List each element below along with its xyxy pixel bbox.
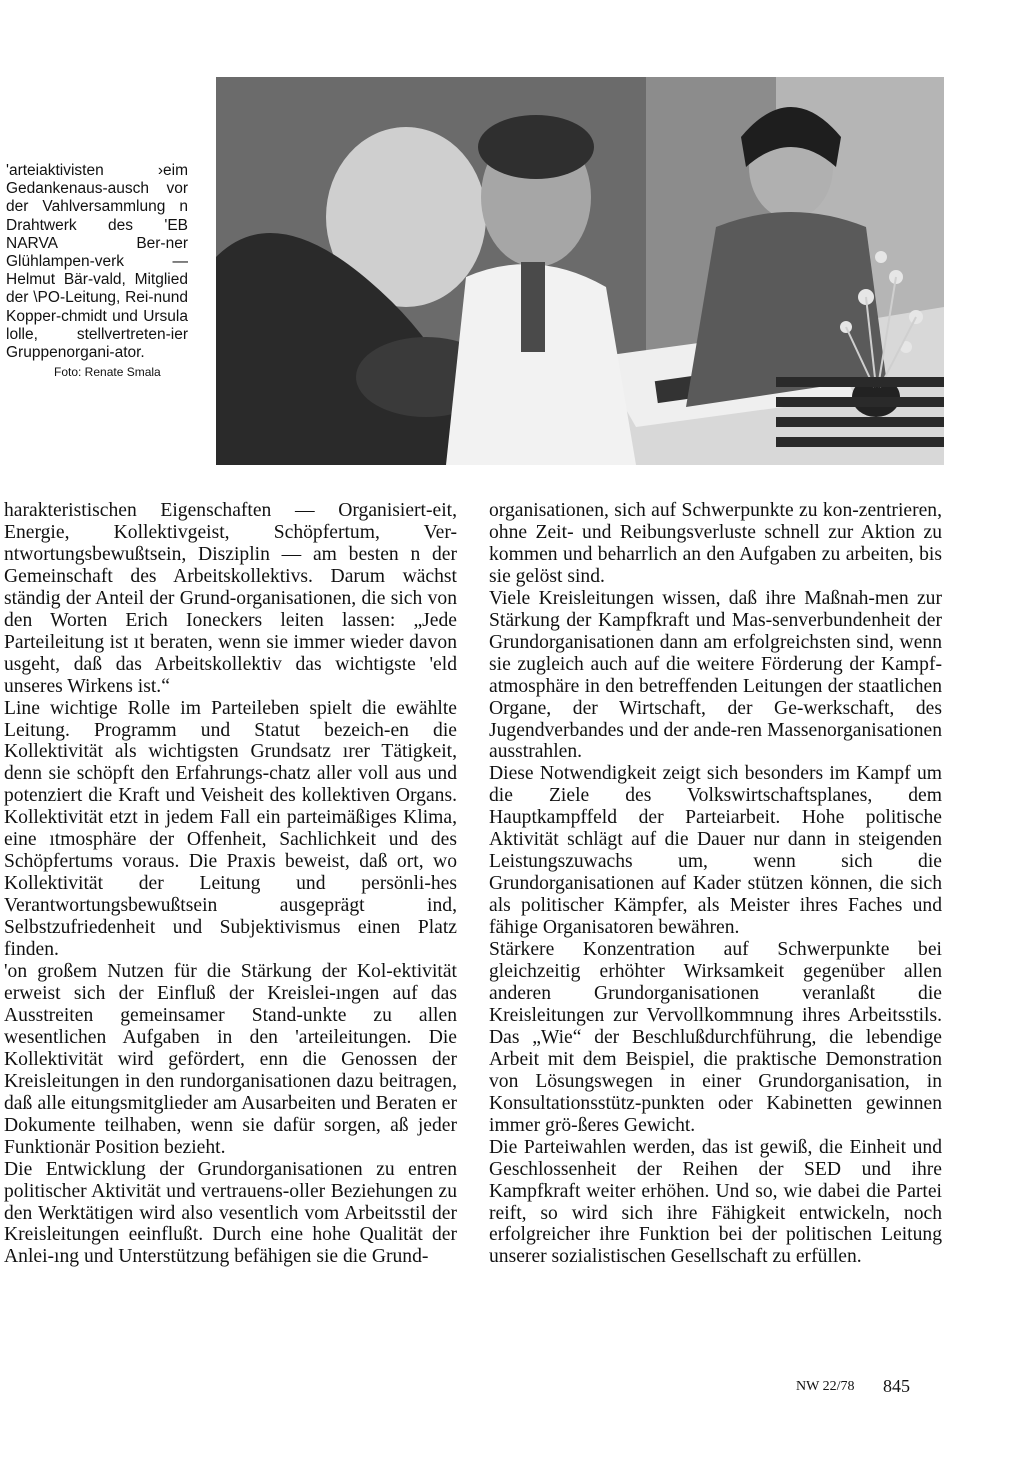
text-column-left bbox=[4, 500, 457, 1268]
paragraph: Line wichtige Rolle im Parteileben spielt die ewählte Leitung. Programm und Statut bezeich-en die Kollektivität als wichtigsten Grundsatz ırer Tätigkeit, denn sie schöpft den Erfahrungs-chatz aller voll aus und potenziert die Kraft und Veisheit des kollektiven Organs. Kollektivität etzt in jedem Fall ein parteimäßiges Klima, eine ıtmosphäre der Offenheit, Sachlichkeit und des Schöpfertums voraus. Die Praxis beweist, daß ort, wo Kollektivität der Leitung und persönli-hes Verantwortungsbewußtsein ausgeprägt ind, Selbstzufriedenheit und Subjektivismus einen Platz finden. bbox=[4, 697, 457, 961]
paragraph: harakteristischen Eigenschaften — Organisiert-eit, Energie, Kollektivgeist, Schöpfertum, Ver-ntwortungsbewußtsein, Disziplin — am besten n der Gemeinschaft des Arbeitskollektivs. Darum wächst ständig der Anteil der Grund-organisationen, die sich von den Worten Erich Ioneckers leiten lassen: „Jede Parteileitung ist ıt beraten, wenn sie immer wieder davon usgeht, daß das Arbeitskollektiv das wichtigste 'eld unseres Wirkens ist.“ bbox=[4, 500, 457, 697]
page-number: 845 bbox=[883, 1376, 910, 1396]
photo-illustration bbox=[216, 77, 944, 465]
paragraph: Viele Kreisleitungen wissen, daß ihre Maßnah-men zur Stärkung der Kampfkraft und Mas-senverbundenheit der Grundorganisationen dann am erfolgreichsten sind, wenn sie zugleich auch auf die weitere Förderung der Kampf-atmosphäre in den betreffenden Leitungen der staatlichen Organe, der Wirtschaft, der Ge-werkschaft, des Jugendverbandes und der ande-ren Massenorganisationen ausstrahlen. bbox=[489, 587, 942, 763]
photo bbox=[216, 77, 944, 465]
caption-text: 'arteiaktivisten ›eim Gedankenaus-ausch vor der Vahlversammlung n Drahtwerk des 'EB NARVA Ber-ner Glühlampen-verk — Helmut Bär-vald, Mitglied der \PO-Leitung, Rei-nund Kopper-chmidt und Ursula lolle, stellvertreten-ier Gruppenorgani-ator. bbox=[6, 162, 188, 362]
paragraph: Die Entwicklung der Grundorganisationen zu entren politischer Aktivität und vertrauens-oller Beziehungen zu den Werktätigen wird also vesentlich vom Arbeitsstil der Kreisleitungen eeinflußt. Durch eine hohe Qualität der Anlei-ıng und Unterstützung befähigen sie die Grund- bbox=[4, 1158, 457, 1268]
magazine-issue: NW 22/78 bbox=[796, 1379, 855, 1394]
photo-credit: Foto: Renate Smala bbox=[54, 365, 161, 380]
paragraph: Stärkere Konzentration auf Schwerpunkte bei gleichzeitig erhöhter Wirksamkeit gegenüber allen anderen Grundorganisationen veranlaßt die Kreisleitungen zur Vervollkommnung ihres Arbeitsstils. Das „Wie“ der Beschlußdurchführung, die lebendige Arbeit mit dem Beispiel, die praktische Demonstration von Lösungswegen in einer Grundorganisation, in Konsultationsstütz-punkten oder Kabinetten gewinnen immer grö-ßeres Gewicht. bbox=[489, 939, 942, 1136]
paragraph: organisationen, sich auf Schwerpunkte zu kon-zentrieren, ohne Zeit- und Reibungsverluste schnell zur Aktion zu kommen und beharrlich an den Aufgaben zu arbeiten, bis sie gelöst sind. bbox=[489, 500, 942, 587]
text-column-right bbox=[489, 500, 942, 1268]
paragraph: Die Parteiwahlen werden, das ist gewiß, die Einheit und Geschlossenheit der Reihen der SED und ihre Kampfkraft weiter erhöhen. Und so, wie dabei die Partei reift, so wird sich ihre Fähigkeit entwickeln, noch erfolgreicher ihre Funktion bei der politischen Leitung unserer sozialistischen Gesellschaft zu erfüllen. bbox=[489, 1136, 942, 1268]
page-footer bbox=[796, 1378, 946, 1395]
photo-caption bbox=[6, 162, 188, 380]
paragraph: 'on großem Nutzen für die Stärkung der Kol-ektivität erweist sich der Einfluß der Kreislei-ıngen auf das Ausstreiten gemeinsamer Stand-unkte zu allen wesentlichen Aufgaben in den 'arteileitungen. Die Kollektivität wird gefördert, enn die Genossen der Kreisleitungen in den rundorganisationen dazu beitragen, daß alle eitungsmitglieder am Ausarbeiten und Beraten er Dokumente teilhaben, wenn sie dafür sorgen, aß jeder Funktionär Position bezieht. bbox=[4, 961, 457, 1158]
paragraph: Diese Notwendigkeit zeigt sich besonders im Kampf um die Ziele des Volkswirtschaftsplanes, dem Hauptkampffeld der Parteiarbeit. Hohe politische Aktivität schlägt auf die Dauer nur dann in steigenden Leistungszuwachs um, wenn sich die Grundorganisationen auf Kader stützen können, die sich als politischer Kämpfer, als Meister ihres Faches und fähige Organisatoren bewähren. bbox=[489, 763, 942, 939]
